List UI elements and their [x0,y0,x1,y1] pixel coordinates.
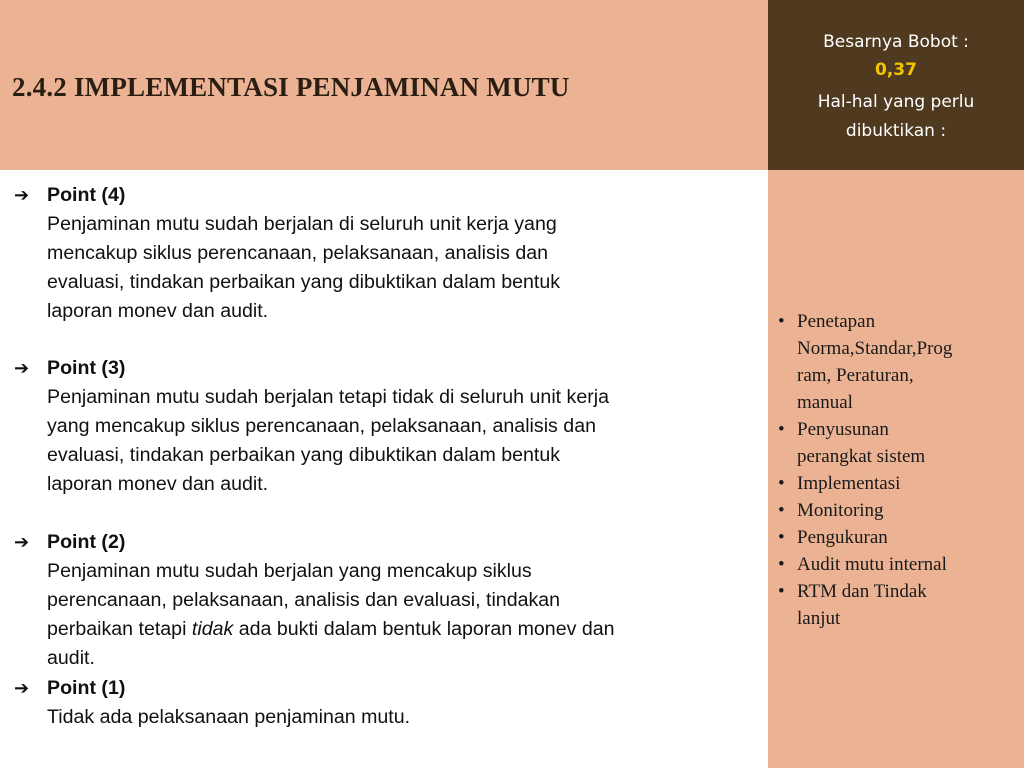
point-2-line: audit. [47,647,95,669]
bullet-icon: • [778,419,785,440]
point-2-body [47,557,757,673]
evidence-list [778,308,1018,632]
point-4-body [47,210,757,326]
point-3-line: evaluasi, tindakan perbaikan yang dibuktikan dalam bentuk [47,444,561,466]
point-2-line: perencanaan, pelaksanaan, analisis dan evaluasi, tindakan [47,589,561,611]
evidence-line: Norma,Standar,Prog [797,338,953,359]
bobot-label: Besarnya Bobot : [823,32,969,52]
point-4-line: Penjaminan mutu sudah berjalan di seluruh unit kerja yang [47,213,557,235]
point-4-head: Point (4) [47,184,126,206]
point-2-head: Point (2) [47,531,126,553]
point-3-head: Point (3) [47,357,126,379]
title-band [0,0,768,170]
bobot-subtitle-line2: dibuktikan : [845,121,947,141]
point-2-line: Penjaminan mutu sudah berjalan yang mencakup siklus [47,560,532,582]
point-2-line3-emphasis: tidak [191,618,234,640]
bullet-icon: • [778,527,785,548]
evidence-line: Pengukuran [797,527,888,548]
points-list [0,170,768,768]
evidence-item-pengukuran [778,524,1018,551]
evidence-item-penyusunan [778,416,1018,470]
bobot-subtitle-line1: Hal-hal yang perlu [817,92,975,112]
evidence-line: lanjut [797,608,841,629]
evidence-item-audit [778,551,1018,578]
arrow-right-icon: ➔ [14,358,30,378]
evidence-line: perangkat sistem [797,446,926,467]
bullet-icon: • [778,554,785,575]
bobot-box [768,0,1024,170]
point-3-line: laporan monev dan audit. [47,473,269,495]
evidence-line: Audit mutu internal [797,554,947,575]
arrow-right-icon: ➔ [14,532,30,552]
point-1-body [47,703,757,732]
evidence-item-monitoring [778,497,1018,524]
evidence-line: Penetapan [797,311,876,332]
point-2-line3-post: ada bukti dalam bentuk laporan monev dan [233,618,615,640]
point-1-head: Point (1) [47,677,126,699]
bullet-icon: • [778,581,785,602]
point-1-line: Tidak ada pelaksanaan penjaminan mutu. [47,706,411,728]
bullet-icon: • [778,473,785,494]
bobot-value: 0,37 [875,60,917,80]
evidence-panel [768,170,1024,768]
arrow-right-icon: ➔ [14,678,30,698]
point-3-line: Penjaminan mutu sudah berjalan tetapi tidak di seluruh unit kerja [47,386,610,408]
point-3-body [47,383,757,499]
evidence-item-implementasi [778,470,1018,497]
evidence-line: Implementasi [797,473,901,494]
evidence-line: ram, Peraturan, [797,365,914,386]
point-4-line: evaluasi, tindakan perbaikan yang dibuktikan dalam bentuk [47,271,561,293]
slide-title: 2.4.2 IMPLEMENTASI PENJAMINAN MUTU [12,72,570,102]
evidence-line: Monitoring [797,500,884,521]
point-2-line [47,615,757,644]
evidence-item-rtm [778,578,1018,632]
point-2-line3-pre: perbaikan tetapi [47,618,192,640]
point-4-line: mencakup siklus perencanaan, pelaksanaan, analisis dan [47,242,549,264]
bullet-icon: • [778,311,785,332]
evidence-line: RTM dan Tindak [797,581,927,602]
point-3-line: yang mencakup siklus perencanaan, pelaksanaan, analisis dan [47,415,596,437]
evidence-item-penetapan [778,308,1018,416]
evidence-line: manual [797,392,853,413]
evidence-line: Penyusunan [797,419,889,440]
point-4-line: laporan monev dan audit. [47,300,269,322]
arrow-right-icon: ➔ [14,185,30,205]
bullet-icon: • [778,500,785,521]
